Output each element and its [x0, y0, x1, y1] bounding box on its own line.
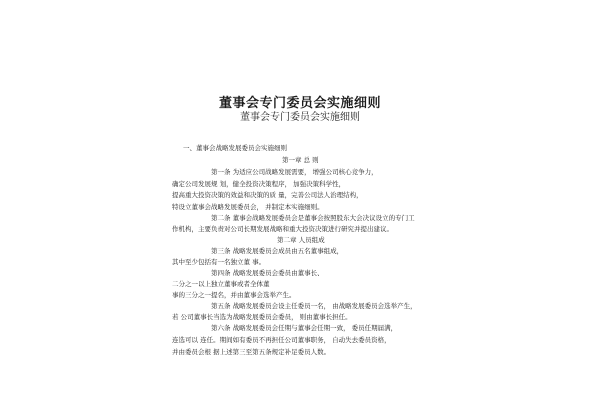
document-subtitle: 董事会专门委员会实施细则: [240, 112, 360, 123]
article-line: 特设立董事会战略发展委员会， 并制定本实施细则。: [172, 203, 324, 211]
article-line: 作机构，主要负责对公司长期发展战略和重大投资决策进行研究并提出建议。: [172, 225, 393, 233]
article-line: 第六条 战略发展委员会任期与董事会任期一致， 委员任期届满，: [211, 324, 398, 332]
document-title: 董事会专门委员会实施细则: [218, 96, 381, 111]
article-line: 第三条 战略发展委员会成员由五名董事组成，: [211, 247, 344, 255]
chapter-heading: 第二章 人员组成: [277, 236, 325, 244]
chapter-heading: 第一章 总 则: [282, 156, 319, 164]
article-line: 连选可以 连任。期间如有委员不再担任公司董事职务， 自动失去委员资格，: [172, 336, 391, 344]
article-line: 其中至少包括有一名独立董 事。: [172, 258, 266, 266]
article-line: 若 公司董事长当选为战略发展委员会委员， 则由董事长担任。: [172, 313, 352, 321]
article-line: 第二条 董事会战略发展委员会是董事会按照股东大会决议设立的专门工: [211, 214, 415, 222]
article-line: 并由委员会根 据上述第三至第五条规定补足委员人数。: [172, 348, 331, 356]
article-line: 第四条 战略发展委员会委员由董事长、: [211, 269, 324, 277]
article-line: 第一条 为适应公司战略发展需要， 增强公司核心竞争力，: [211, 168, 378, 176]
article-line: 第五条 战略发展委员会设主任委员一名， 由战略发展委员会选举产生，: [211, 302, 417, 310]
article-line: 提高重大投资决策的效益和决策的质 量，完善公司法人治理结构，: [172, 191, 363, 199]
article-line: 事的三分之一提名，并由董事会选举产生。: [172, 291, 296, 299]
article-line: 确定公司发展规 划，健全投资决策程序， 加强决策科学性，: [172, 180, 346, 188]
section-heading: 一、董事会战略发展委员会实施细则: [183, 144, 287, 152]
article-line: 二分之一以上独立董事或者全体董: [172, 280, 270, 288]
